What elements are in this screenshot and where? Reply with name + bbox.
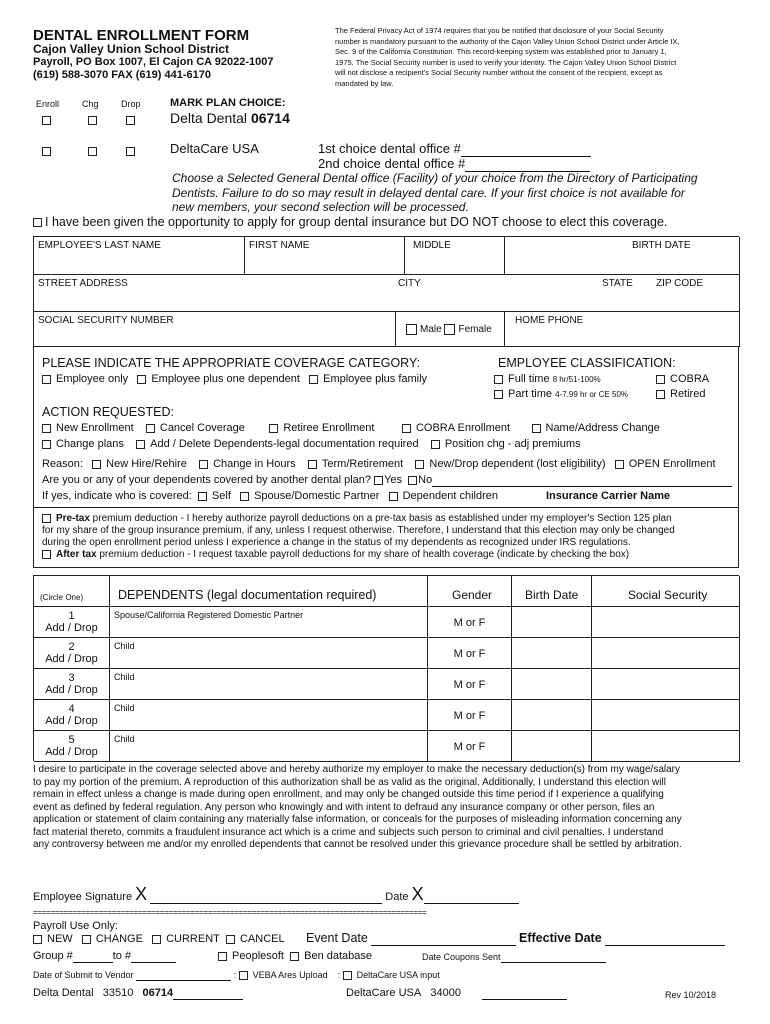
district-name: Cajon Valley Union School District [33, 42, 230, 56]
delta-enroll-checkbox[interactable] [42, 116, 51, 125]
col-drop: Drop [121, 99, 141, 109]
dependent-row-4-birth[interactable] [512, 700, 592, 731]
reason-new-drop-dependent-checkbox[interactable] [415, 460, 424, 469]
aftertax-checkbox[interactable] [42, 550, 51, 559]
dependent-row-3-birth[interactable] [512, 669, 592, 700]
payroll-status-row: NEW CHANGE CURRENT CANCEL [33, 933, 285, 945]
dependent-row-3-select[interactable]: 3 Add / Drop [34, 669, 110, 700]
female-checkbox[interactable] [444, 324, 455, 335]
dependent-row-1-birth[interactable] [512, 607, 592, 638]
peoplesoft-checkbox[interactable] [218, 952, 227, 961]
home-phone-cell[interactable]: HOME PHONE [505, 312, 740, 347]
action-row-2: Change plans Add / Delete Dependents-legal documentation required Position chg - adj premiums [42, 438, 581, 450]
deltacare-input-checkbox[interactable] [343, 971, 352, 980]
reason-change-hours-checkbox[interactable] [199, 460, 208, 469]
reason-new-hire-checkbox[interactable] [92, 460, 101, 469]
male-checkbox[interactable] [406, 324, 417, 335]
other-plan-yes-checkbox[interactable] [374, 476, 383, 485]
pretax-deduction: Pre-tax premium deduction - I hereby authorize payroll deductions on a pre-tax basis as established under my employer's Section 125 plan for my share of the group insurance premium, if any, unless I request otherwise. Therefore, I understand that this election may only be changed during the open enrollment period unless I experience a change in the status of my dependents as recognized under IRS regulations. After tax premium deduction - I request taxable payroll deductions for my share of health coverage (indicate by checking the box) [42, 513, 675, 560]
name-address-change-checkbox[interactable] [532, 424, 541, 433]
reason-open-enrollment-checkbox[interactable] [615, 460, 624, 469]
who-covered-row: If yes, indicate who is covered: Self Spouse/Domestic Partner Dependent children [42, 490, 498, 502]
classification-heading: EMPLOYEE CLASSIFICATION: [498, 356, 676, 370]
date-coupons: Date Coupons Sent [422, 952, 606, 963]
dependent-row-3-ssn[interactable] [592, 669, 740, 700]
cobra-checkbox[interactable] [656, 375, 665, 384]
full-time-checkbox[interactable] [494, 375, 503, 384]
dependent-row-2-birth[interactable] [512, 638, 592, 669]
new-enrollment-checkbox[interactable] [42, 424, 51, 433]
dependent-row-3-gender[interactable]: M or F [428, 669, 512, 700]
revision: Rev 10/2018 [665, 990, 717, 1000]
event-date: Event Date [306, 931, 516, 946]
covered-spouse-checkbox[interactable] [240, 492, 249, 501]
add-delete-dependents-checkbox[interactable] [136, 440, 145, 449]
retired-option: Retired [656, 388, 705, 400]
last-name-cell[interactable]: EMPLOYEE'S LAST NAME [34, 237, 245, 275]
dependent-row-1-gender[interactable]: M or F [428, 607, 512, 638]
dependent-row-3-name[interactable]: Child [110, 669, 428, 700]
dependent-row-1-name[interactable]: Spouse/California Registered Domestic Partner [110, 607, 428, 638]
dependents-table [33, 575, 739, 761]
cancel-coverage-checkbox[interactable] [146, 424, 155, 433]
dependent-row-4-name[interactable]: Child [110, 700, 428, 731]
dependent-row-4-ssn[interactable] [592, 700, 740, 731]
dependents-header: DEPENDENTS (legal documentation required) [110, 576, 428, 607]
privacy-notice: The Federal Privacy Act of 1974 requires that you be notified that disclosure of your Social Security number is mandatory pursuant to the authority of the Cajon Valley Union School District under Article IX, Sec. 9 of the California Constitution. This record-keeping system was established prior to January 1, 1975. The Social Security number is used to verify your identity. The Cajon Valley Union School District will not disclose a recipient's Social Security number without the consent of the recipient, except as mandated by law. [335, 26, 680, 88]
district-address: Payroll, PO Box 1007, El Cajon CA 92022-1007 [33, 56, 274, 68]
dependent-row-5-birth[interactable] [512, 731, 592, 762]
dependent-row-4-select[interactable]: 4 Add / Drop [34, 700, 110, 731]
dependent-row-5-gender[interactable]: M or F [428, 731, 512, 762]
peoplesoft-option: Peoplesoft Ben database [218, 950, 372, 962]
pretax-checkbox[interactable] [42, 514, 51, 523]
dependent-row-5-ssn[interactable] [592, 731, 740, 762]
effective-date: Effective Date [519, 931, 725, 946]
authorization-text: I desire to participate in the coverage selected above and hereby authorize my employer to make the necessary deduction(s) from my wage/salary to pay my portion of the premium. A reproduction of this authorization shall be as valid as the original. Additionally, I understand this election will remain in effect unless a change is made during open enrollment, and may only be changed outside this time period if I experience a qualifying event as defined by federal regulation. Any person who knowingly and with intent to defraud any insurance company or other person, files an application or statement of claim containing any materially false information, or conceals for the purposes of misleading information concerning any fact material thereto, commits a fraudulent insurance act which is a crime and subjects such person to criminal and civil penalties. I understand any controversy between me and/or my enrolled dependents that cannot be resolved under this grievance procedure shall be settled by arbitration. [33, 764, 682, 850]
dependent-row-4-gender[interactable]: M or F [428, 700, 512, 731]
second-choice-office: 2nd choice dental office # [318, 156, 590, 172]
other-plan-no-checkbox[interactable] [408, 476, 417, 485]
form-title: DENTAL ENROLLMENT FORM [33, 27, 250, 44]
signature-row: Employee Signature X Date X [33, 884, 519, 905]
decline-checkbox[interactable] [33, 218, 42, 227]
birth-date-cell[interactable]: BIRTH DATE [600, 237, 740, 275]
district-phone: (619) 588-3070 FAX (619) 441-6170 [33, 69, 211, 81]
coverage-options: Employee only Employee plus one dependent Employee plus family [42, 373, 427, 385]
deltacare-codes: DeltaCare USA 34000 [346, 987, 567, 1000]
delta-chg-checkbox[interactable] [88, 116, 97, 125]
deltacare-enroll-checkbox[interactable] [42, 147, 51, 156]
delta-dental-plan: Delta Dental 06714 [170, 110, 290, 126]
full-time-option: Full time 8 hr/51-100% [494, 373, 601, 385]
gender-header: Gender [428, 576, 512, 607]
covered-children-checkbox[interactable] [389, 492, 398, 501]
dependent-row-2-ssn[interactable] [592, 638, 740, 669]
status-cancel-checkbox[interactable] [226, 935, 235, 944]
circle-one-header: (Circle One) [34, 576, 110, 607]
delta-drop-checkbox[interactable] [126, 116, 135, 125]
dependent-row-5-name[interactable]: Child [110, 731, 428, 762]
dependent-row-2-gender[interactable]: M or F [428, 638, 512, 669]
employee-info-table [33, 236, 739, 346]
position-change-checkbox[interactable] [431, 440, 440, 449]
deltacare-code-field[interactable] [482, 987, 567, 1000]
payroll-use-label: Payroll Use Only: [33, 920, 118, 932]
action-heading: ACTION REQUESTED: [42, 405, 174, 419]
second-choice-field[interactable] [465, 156, 590, 172]
retiree-enrollment-checkbox[interactable] [269, 424, 278, 433]
employee-plus-family-checkbox[interactable] [309, 375, 318, 384]
dependent-row-2-select[interactable]: 2 Add / Drop [34, 638, 110, 669]
reason-term-retirement-checkbox[interactable] [308, 460, 317, 469]
vendor-submit-field[interactable] [136, 970, 231, 981]
effective-date-field[interactable] [605, 931, 725, 946]
first-choice-office: 1st choice dental office # [318, 141, 591, 157]
middle-cell[interactable]: MIDDLE [405, 237, 505, 275]
ssn-header: Social Security [592, 576, 740, 607]
signature-field[interactable] [150, 891, 382, 904]
middle-ext-cell [505, 237, 600, 275]
part-time-option: Part time 4-7.99 hr or CE 50% [494, 388, 628, 400]
signature-date-field[interactable] [424, 891, 519, 904]
birth-date-header: Birth Date [512, 576, 592, 607]
ssn-cell[interactable]: SOCIAL SECURITY NUMBER [34, 312, 396, 347]
status-current-checkbox[interactable] [152, 935, 161, 944]
dependent-row-1-ssn[interactable] [592, 607, 740, 638]
delta-code-field[interactable] [173, 987, 243, 1000]
vendor-submit-row: Date of Submit to Vendor : VEBA Ares Upload : DeltaCare USA input [33, 970, 440, 980]
col-chg: Chg [82, 99, 99, 109]
other-plan-question: Are you or any of your dependents covered by another dental plan? Yes No [42, 474, 732, 487]
gender-cell: Male Female [396, 312, 505, 347]
first-name-cell[interactable]: FIRST NAME [245, 237, 405, 275]
decline-coverage: I have been given the opportunity to apply for group dental insurance but DO NOT choose to elect this coverage. [33, 215, 667, 229]
deltacare-chg-checkbox[interactable] [88, 147, 97, 156]
part-time-checkbox[interactable] [494, 390, 503, 399]
mark-plan-label: MARK PLAN CHOICE: [170, 97, 286, 109]
reason-row: Reason: New Hire/Rehire Change in Hours Term/Retirement New/Drop dependent (lost eligibility) OPEN Enrollment [42, 458, 716, 470]
group-from-field[interactable] [73, 950, 113, 963]
event-date-field[interactable] [371, 931, 516, 946]
cobra-option: COBRA [656, 373, 709, 385]
col-enroll: Enroll [36, 99, 60, 109]
change-plans-checkbox[interactable] [42, 440, 51, 449]
dependent-row-5-select[interactable]: 5 Add / Drop [34, 731, 110, 762]
retired-checkbox[interactable] [656, 390, 665, 399]
action-row-1: New Enrollment Cancel Coverage Retiree Enrollment COBRA Enrollment Name/Address Change [42, 422, 660, 434]
group-row: Group # to # [33, 950, 176, 963]
insurance-carrier-label: Insurance Carrier Name [546, 490, 671, 502]
divider: ========================================================================================== [33, 908, 427, 917]
coverage-heading: PLEASE INDICATE THE APPROPRIATE COVERAGE CATEGORY: [42, 356, 421, 370]
dependent-row-2-name[interactable]: Child [110, 638, 428, 669]
office-choice-note: Choose a Selected General Dental office (Facility) of your choice from the Directory of Participating Dentists. Failure to do so may result in delayed dental care. If your first choice is not available for new members, your second selection will be processed. [172, 171, 698, 214]
employee-only-checkbox[interactable] [42, 375, 51, 384]
address-row[interactable]: STREET ADDRESS CITY STATE ZIP CODE [34, 275, 740, 312]
cobra-enrollment-checkbox[interactable] [402, 424, 411, 433]
first-choice-field[interactable] [461, 141, 591, 157]
deltacare-plan: DeltaCare USA [170, 141, 259, 156]
ben-database-checkbox[interactable] [290, 952, 299, 961]
status-new-checkbox[interactable] [33, 935, 42, 944]
veba-checkbox[interactable] [239, 971, 248, 980]
covered-self-checkbox[interactable] [198, 492, 207, 501]
dependent-row-1-select[interactable]: 1 Add / Drop [34, 607, 110, 638]
other-plan-field[interactable] [432, 474, 732, 487]
status-change-checkbox[interactable] [82, 935, 91, 944]
group-to-field[interactable] [131, 950, 176, 963]
delta-codes: Delta Dental 33510 06714 [33, 987, 243, 1000]
date-coupons-field[interactable] [501, 952, 606, 963]
deltacare-drop-checkbox[interactable] [126, 147, 135, 156]
employee-plus-one-checkbox[interactable] [137, 375, 146, 384]
